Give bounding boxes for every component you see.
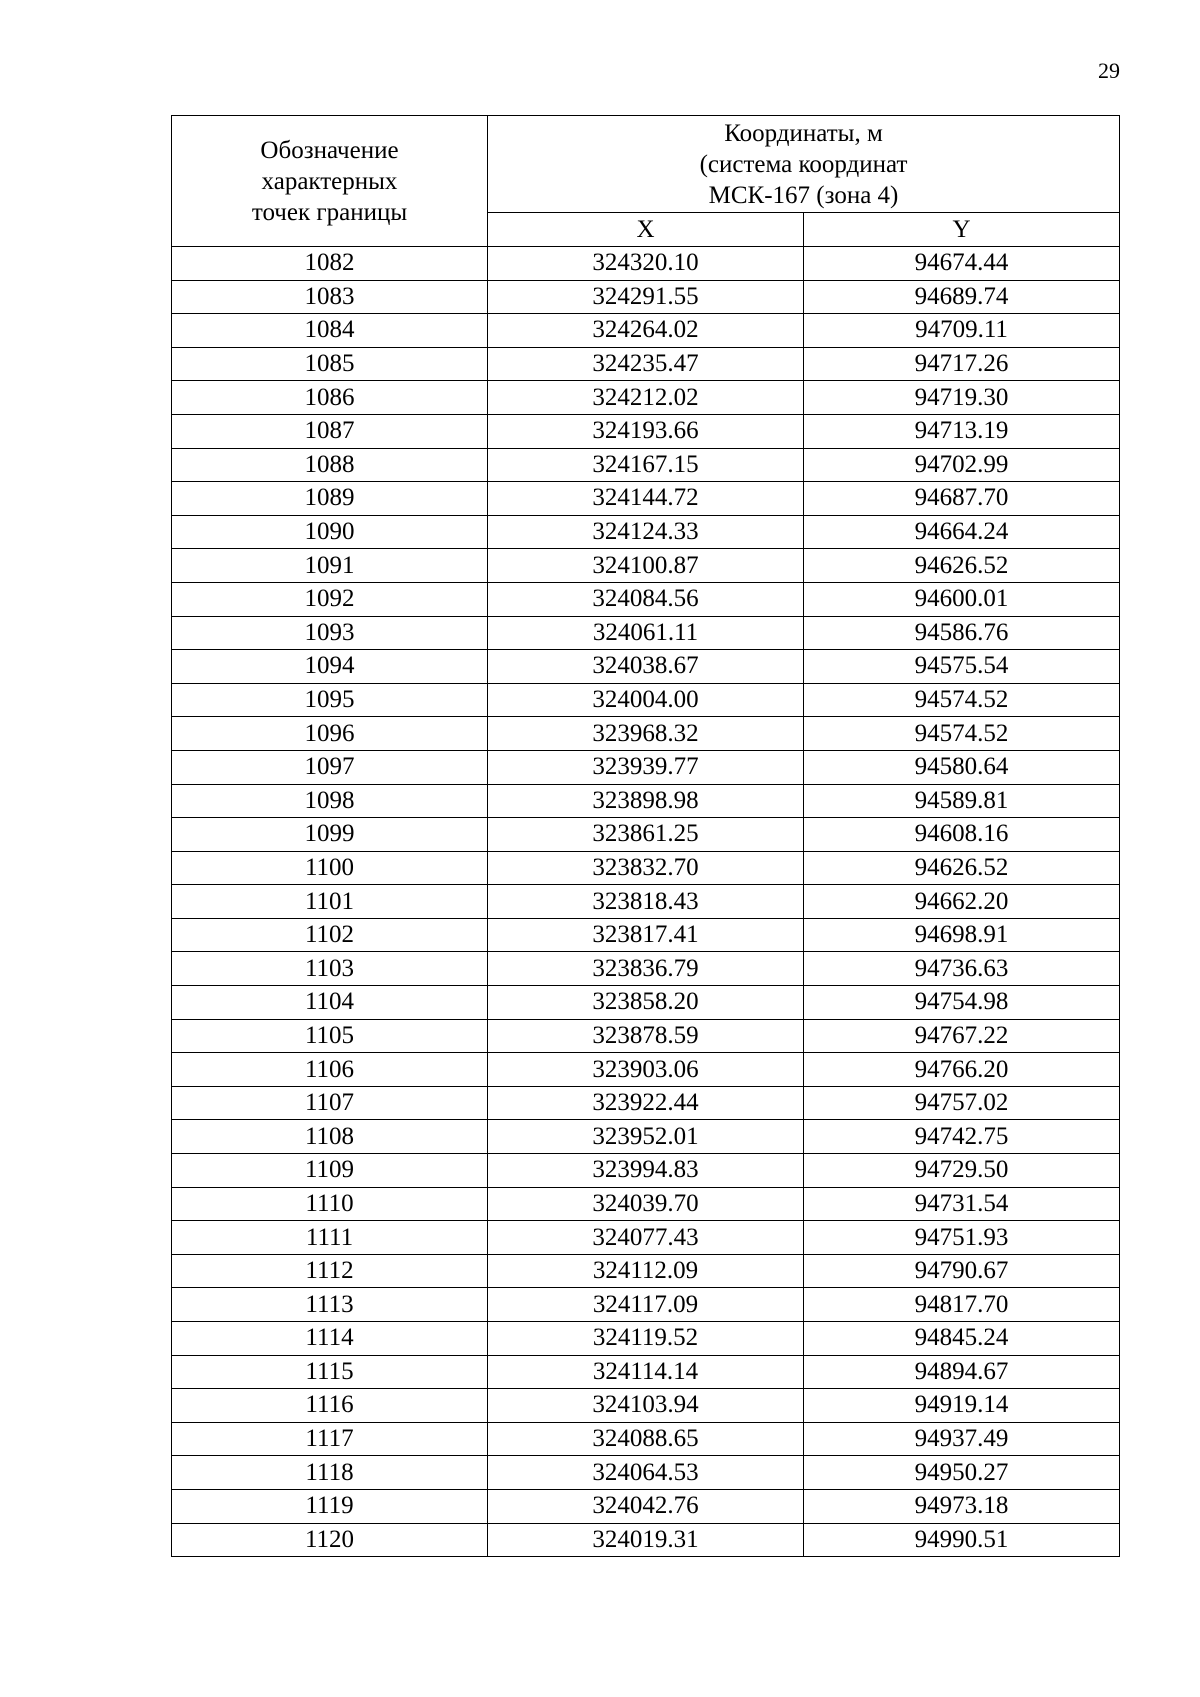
y-coordinate-cell: 94717.26 (804, 347, 1120, 381)
x-coordinate-cell: 323952.01 (488, 1120, 804, 1154)
point-id-cell: 1096 (172, 717, 488, 751)
y-coordinate-cell: 94664.24 (804, 515, 1120, 549)
y-coordinate-cell: 94689.74 (804, 280, 1120, 314)
table-row (172, 1053, 1120, 1087)
y-coordinate-cell: 94608.16 (804, 818, 1120, 852)
x-coordinate-cell: 324114.14 (488, 1355, 804, 1389)
table-row (172, 1086, 1120, 1120)
header-coordinates-line: МСК-167 (зона 4) (708, 181, 899, 209)
x-coordinate-cell: 324235.47 (488, 347, 804, 381)
header-coordinates-line: Координаты, м (724, 119, 883, 147)
table-row (172, 1120, 1120, 1154)
x-coordinate-cell: 324167.15 (488, 448, 804, 482)
table-row (172, 582, 1120, 616)
y-coordinate-cell: 94662.20 (804, 885, 1120, 919)
x-coordinate-cell: 323836.79 (488, 952, 804, 986)
point-id-cell: 1084 (172, 314, 488, 348)
point-id-cell: 1092 (172, 582, 488, 616)
y-coordinate-cell: 94990.51 (804, 1523, 1120, 1557)
x-coordinate-cell: 324019.31 (488, 1523, 804, 1557)
x-coordinate-cell: 323898.98 (488, 784, 804, 818)
y-coordinate-cell: 94626.52 (804, 549, 1120, 583)
point-id-cell: 1098 (172, 784, 488, 818)
table-row (172, 482, 1120, 516)
table-row (172, 1322, 1120, 1356)
table-row (172, 414, 1120, 448)
point-id-cell: 1118 (172, 1456, 488, 1490)
y-coordinate-cell: 94751.93 (804, 1221, 1120, 1255)
y-coordinate-cell: 94845.24 (804, 1322, 1120, 1356)
y-coordinate-cell: 94674.44 (804, 247, 1120, 281)
y-coordinate-cell: 94766.20 (804, 1053, 1120, 1087)
y-coordinate-cell: 94600.01 (804, 582, 1120, 616)
point-id-cell: 1120 (172, 1523, 488, 1557)
x-coordinate-cell: 324124.33 (488, 515, 804, 549)
y-coordinate-cell: 94709.11 (804, 314, 1120, 348)
point-id-cell: 1085 (172, 347, 488, 381)
point-id-cell: 1108 (172, 1120, 488, 1154)
table-row (172, 247, 1120, 281)
table-row (172, 750, 1120, 784)
point-id-cell: 1107 (172, 1086, 488, 1120)
point-id-cell: 1082 (172, 247, 488, 281)
x-coordinate-cell: 323858.20 (488, 986, 804, 1020)
y-coordinate-cell: 94937.49 (804, 1422, 1120, 1456)
y-coordinate-cell: 94702.99 (804, 448, 1120, 482)
header-designation-line: точек границы (251, 198, 408, 226)
coordinates-table (171, 115, 1120, 1557)
table-row (172, 1523, 1120, 1557)
table-row (172, 1154, 1120, 1188)
table-row (172, 1187, 1120, 1221)
point-id-cell: 1101 (172, 885, 488, 919)
x-coordinate-cell: 324100.87 (488, 549, 804, 583)
table-row (172, 1221, 1120, 1255)
x-coordinate-cell: 323968.32 (488, 717, 804, 751)
x-coordinate-cell: 324084.56 (488, 582, 804, 616)
point-id-cell: 1105 (172, 1019, 488, 1053)
header-x: X (488, 213, 804, 247)
table-row (172, 650, 1120, 684)
table-row (172, 918, 1120, 952)
table-row (172, 885, 1120, 919)
y-coordinate-cell: 94950.27 (804, 1456, 1120, 1490)
point-id-cell: 1089 (172, 482, 488, 516)
table-row (172, 1288, 1120, 1322)
table-row (172, 1355, 1120, 1389)
table-row (172, 515, 1120, 549)
table-row (172, 1254, 1120, 1288)
table-row (172, 986, 1120, 1020)
x-coordinate-cell: 323994.83 (488, 1154, 804, 1188)
table-row (172, 1422, 1120, 1456)
point-id-cell: 1119 (172, 1489, 488, 1523)
table-row (172, 1019, 1120, 1053)
table-row (172, 784, 1120, 818)
y-coordinate-cell: 94731.54 (804, 1187, 1120, 1221)
y-coordinate-cell: 94729.50 (804, 1154, 1120, 1188)
y-coordinate-cell: 94580.64 (804, 750, 1120, 784)
point-id-cell: 1115 (172, 1355, 488, 1389)
point-id-cell: 1110 (172, 1187, 488, 1221)
table-header (172, 116, 1120, 247)
y-coordinate-cell: 94719.30 (804, 381, 1120, 415)
x-coordinate-cell: 324042.76 (488, 1489, 804, 1523)
y-coordinate-cell: 94790.67 (804, 1254, 1120, 1288)
point-id-cell: 1093 (172, 616, 488, 650)
x-coordinate-cell: 323903.06 (488, 1053, 804, 1087)
x-coordinate-cell: 324264.02 (488, 314, 804, 348)
x-coordinate-cell: 324212.02 (488, 381, 804, 415)
y-coordinate-cell: 94575.54 (804, 650, 1120, 684)
x-coordinate-cell: 324117.09 (488, 1288, 804, 1322)
y-coordinate-cell: 94687.70 (804, 482, 1120, 516)
table-row (172, 448, 1120, 482)
point-id-cell: 1112 (172, 1254, 488, 1288)
x-coordinate-cell: 323939.77 (488, 750, 804, 784)
y-coordinate-cell: 94574.52 (804, 717, 1120, 751)
table-row (172, 280, 1120, 314)
point-id-cell: 1114 (172, 1322, 488, 1356)
point-id-cell: 1094 (172, 650, 488, 684)
x-coordinate-cell: 323861.25 (488, 818, 804, 852)
header-coordinates (488, 116, 1120, 213)
point-id-cell: 1109 (172, 1154, 488, 1188)
y-coordinate-cell: 94894.67 (804, 1355, 1120, 1389)
point-id-cell: 1099 (172, 818, 488, 852)
table-row (172, 818, 1120, 852)
x-coordinate-cell: 324064.53 (488, 1456, 804, 1490)
header-point-designation (172, 116, 488, 247)
x-coordinate-cell: 324061.11 (488, 616, 804, 650)
table-row (172, 717, 1120, 751)
point-id-cell: 1100 (172, 851, 488, 885)
x-coordinate-cell: 323922.44 (488, 1086, 804, 1120)
point-id-cell: 1113 (172, 1288, 488, 1322)
header-coordinates-line: (система координат (699, 150, 908, 178)
point-id-cell: 1116 (172, 1389, 488, 1423)
y-coordinate-cell: 94767.22 (804, 1019, 1120, 1053)
x-coordinate-cell: 324144.72 (488, 482, 804, 516)
point-id-cell: 1111 (172, 1221, 488, 1255)
table-row (172, 549, 1120, 583)
point-id-cell: 1097 (172, 750, 488, 784)
y-coordinate-cell: 94736.63 (804, 952, 1120, 986)
x-coordinate-cell: 324119.52 (488, 1322, 804, 1356)
header-designation-line: Обозначение (260, 136, 399, 164)
table-row (172, 1456, 1120, 1490)
y-coordinate-cell: 94754.98 (804, 986, 1120, 1020)
x-coordinate-cell: 324077.43 (488, 1221, 804, 1255)
point-id-cell: 1083 (172, 280, 488, 314)
point-id-cell: 1086 (172, 381, 488, 415)
x-coordinate-cell: 323832.70 (488, 851, 804, 885)
y-coordinate-cell: 94698.91 (804, 918, 1120, 952)
x-coordinate-cell: 323878.59 (488, 1019, 804, 1053)
table-row (172, 952, 1120, 986)
header-y: Y (804, 213, 1120, 247)
y-coordinate-cell: 94817.70 (804, 1288, 1120, 1322)
x-coordinate-cell: 324088.65 (488, 1422, 804, 1456)
x-coordinate-cell: 323817.41 (488, 918, 804, 952)
point-id-cell: 1088 (172, 448, 488, 482)
x-coordinate-cell: 324004.00 (488, 683, 804, 717)
table-row (172, 347, 1120, 381)
y-coordinate-cell: 94574.52 (804, 683, 1120, 717)
point-id-cell: 1102 (172, 918, 488, 952)
y-coordinate-cell: 94713.19 (804, 414, 1120, 448)
x-coordinate-cell: 324320.10 (488, 247, 804, 281)
table-row (172, 616, 1120, 650)
point-id-cell: 1095 (172, 683, 488, 717)
point-id-cell: 1117 (172, 1422, 488, 1456)
table-row (172, 851, 1120, 885)
point-id-cell: 1087 (172, 414, 488, 448)
y-coordinate-cell: 94586.76 (804, 616, 1120, 650)
x-coordinate-cell: 323818.43 (488, 885, 804, 919)
table-row (172, 1489, 1120, 1523)
x-coordinate-cell: 324291.55 (488, 280, 804, 314)
y-coordinate-cell: 94973.18 (804, 1489, 1120, 1523)
y-coordinate-cell: 94742.75 (804, 1120, 1120, 1154)
point-id-cell: 1106 (172, 1053, 488, 1087)
x-coordinate-cell: 324112.09 (488, 1254, 804, 1288)
header-designation-line: характерных (261, 167, 398, 195)
x-coordinate-cell: 324103.94 (488, 1389, 804, 1423)
y-coordinate-cell: 94626.52 (804, 851, 1120, 885)
point-id-cell: 1104 (172, 986, 488, 1020)
point-id-cell: 1091 (172, 549, 488, 583)
table-body (172, 247, 1120, 1557)
y-coordinate-cell: 94589.81 (804, 784, 1120, 818)
x-coordinate-cell: 324193.66 (488, 414, 804, 448)
point-id-cell: 1090 (172, 515, 488, 549)
table-row (172, 314, 1120, 348)
x-coordinate-cell: 324038.67 (488, 650, 804, 684)
x-coordinate-cell: 324039.70 (488, 1187, 804, 1221)
table-row (172, 683, 1120, 717)
table-row (172, 1389, 1120, 1423)
point-id-cell: 1103 (172, 952, 488, 986)
y-coordinate-cell: 94919.14 (804, 1389, 1120, 1423)
page-number: 29 (1098, 58, 1120, 83)
y-coordinate-cell: 94757.02 (804, 1086, 1120, 1120)
table-row (172, 381, 1120, 415)
